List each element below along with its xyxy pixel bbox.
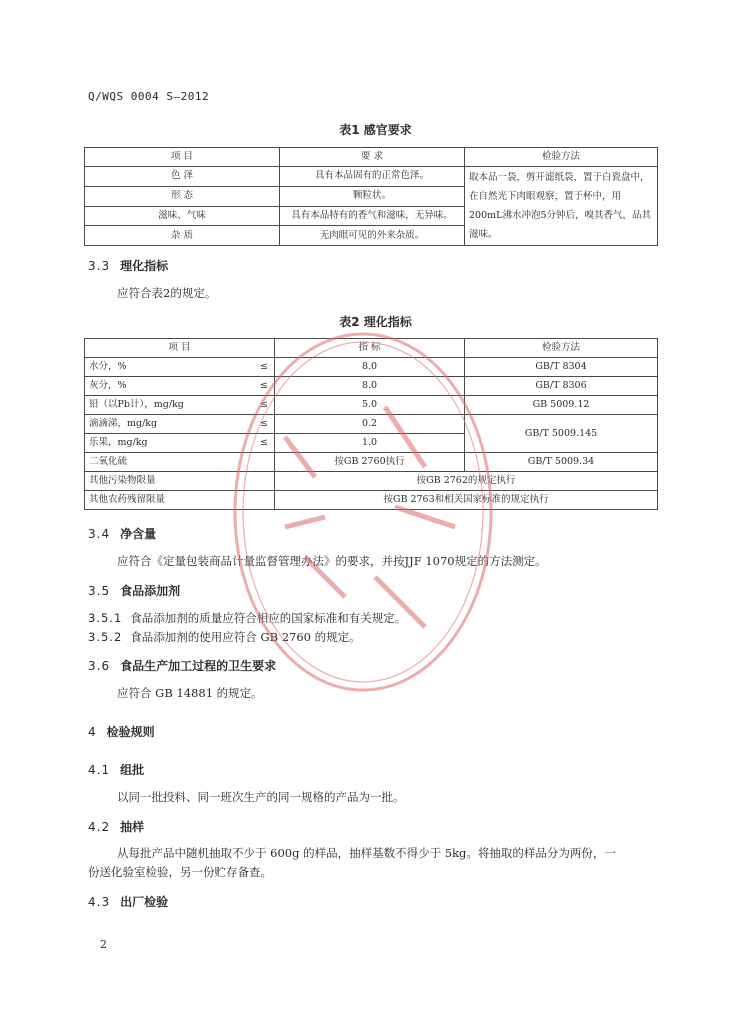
section-3-3-text: 应符合表2的规定。 (117, 286, 217, 300)
section-number: 4.3 (88, 895, 111, 909)
le-sign: ≤ (260, 361, 268, 372)
column-header: 检验方法 (465, 148, 658, 167)
item-cell (85, 396, 275, 415)
item-cell: 杂 质 (85, 226, 280, 246)
item-cell: 其他农药残留限量 (85, 491, 275, 510)
requirement-cell: 无肉眼可见的外来杂质。 (280, 226, 465, 246)
table-row (85, 415, 658, 434)
column-header: 指 标 (275, 339, 465, 358)
section-number: 3.6 (88, 659, 111, 673)
le-sign: ≤ (260, 380, 268, 391)
item-cell: 其他污染物限量 (85, 472, 275, 491)
item-label: 滴滴涕，mg/kg (89, 418, 158, 429)
requirement-cell: 具有本品特有的香气和滋味，无异味。 (280, 206, 465, 226)
table-header-row (85, 148, 658, 167)
value-cell: 8.0 (275, 377, 465, 396)
table-row (85, 491, 658, 510)
section-3-5-heading (88, 582, 180, 599)
section-title: 出厂检验 (120, 895, 169, 909)
value-cell: 5.0 (275, 396, 465, 415)
item-cell: 形 态 (85, 186, 280, 206)
item-label: 铅（以Pb计），mg/kg (89, 399, 184, 410)
section-number: 3.4 (88, 527, 111, 541)
section-4-3-heading (88, 893, 168, 910)
column-header: 项 目 (85, 148, 280, 167)
section-3-4-heading (88, 525, 156, 542)
le-sign: ≤ (260, 399, 268, 410)
method-cell: GB/T 5009.145 (465, 415, 658, 453)
section-text: 食品添加剂的质量应符合相应的国家标准和有关规定。 (130, 611, 407, 625)
physicochemical-table (84, 338, 658, 510)
item-cell: 色 泽 (85, 167, 280, 187)
document-header: Q/WQS 0004 S—2012 (88, 90, 210, 103)
column-header: 检验方法 (465, 339, 658, 358)
section-3-6-text: 应符合 GB 14881 的规定。 (117, 686, 263, 700)
requirement-cell: 颗粒状。 (280, 186, 465, 206)
item-cell (85, 358, 275, 377)
table-row (85, 453, 658, 472)
column-header: 要 求 (280, 148, 465, 167)
item-cell: 滋味、气味 (85, 206, 280, 226)
method-cell: GB/T 8306 (465, 377, 658, 396)
le-sign: ≤ (260, 437, 268, 448)
section-title: 组批 (120, 763, 145, 777)
requirement-cell: 具有本品固有的正常色泽。 (280, 167, 465, 187)
table-header-row (85, 339, 658, 358)
le-sign: ≤ (260, 418, 268, 429)
value-cell: 按GB 2760执行 (275, 453, 465, 472)
table1-caption: 表1 感官要求 (339, 123, 412, 137)
section-4-1-text: 以同一批投料、同一班次生产的同一规格的产品为一批。 (117, 790, 405, 804)
method-cell: GB/T 8304 (465, 358, 658, 377)
section-number: 3.3 (88, 259, 111, 273)
section-number: 3.5 (88, 584, 111, 598)
item-cell (85, 415, 275, 434)
column-header: 项 目 (85, 339, 275, 358)
item-cell (85, 434, 275, 453)
section-title: 净含量 (120, 527, 157, 541)
section-title: 抽样 (120, 820, 145, 834)
method-cell: 取本品一袋，剪开滤纸袋，置于白瓷盘中，在自然光下肉眼观察，置于杯中，用200mL沸水冲泡5分钟后，嗅其香气，品其滋味。 (465, 167, 658, 246)
section-3-3-heading (88, 257, 168, 274)
method-cell: GB 5009.12 (465, 396, 658, 415)
section-4-2-text-line2: 份送化验室检验，另一份贮存备查。 (88, 865, 272, 879)
section-title: 理化指标 (120, 259, 169, 273)
section-4-2-text-line1: 从每批产品中随机抽取不少于 600g 的样品，抽样基数不得少于 5kg。将抽取的样品分为两份，一 (117, 846, 616, 860)
item-cell (85, 453, 275, 472)
table-row (85, 377, 658, 396)
value-cell: 按GB 2762的规定执行 (275, 472, 658, 491)
value-cell: 8.0 (275, 358, 465, 377)
section-title: 食品生产加工过程的卫生要求 (120, 659, 277, 673)
table-row (85, 167, 658, 187)
section-4-1-heading (88, 761, 144, 778)
item-label: 灰分，% (89, 380, 127, 391)
table2-caption: 表2 理化指标 (339, 315, 412, 329)
value-cell: 按GB 2763和相关国家标准的规定执行 (275, 491, 658, 510)
value-cell: 1.0 (275, 434, 465, 453)
section-title: 食品添加剂 (120, 584, 181, 598)
section-number: 3.5.1 (88, 611, 123, 625)
item-label: 乐果，mg/kg (89, 437, 148, 448)
section-3-6-heading (88, 657, 276, 674)
section-3-5-1 (88, 610, 406, 626)
page-number: 2 (100, 938, 107, 951)
table-row (85, 358, 658, 377)
section-number: 4.1 (88, 763, 111, 777)
section-number: 3.5.2 (88, 630, 123, 644)
table-row (85, 472, 658, 491)
item-cell (85, 377, 275, 396)
table-row (85, 396, 658, 415)
section-number: 4 (88, 725, 97, 739)
section-4-heading (88, 723, 155, 740)
value-cell: 0.2 (275, 415, 465, 434)
sensory-table (84, 147, 658, 246)
section-3-5-2 (88, 629, 361, 645)
item-label: 水分，% (89, 361, 127, 372)
section-number: 4.2 (88, 820, 111, 834)
item-label: 二氧化硫 (89, 456, 128, 467)
section-text: 食品添加剂的使用应符合 GB 2760 的规定。 (130, 630, 361, 644)
section-title: 检验规则 (106, 725, 155, 739)
section-3-4-text: 应符合《定量包装商品计量监督管理办法》的要求，并按JJF 1070规定的方法测定。 (117, 554, 547, 568)
section-4-2-heading (88, 818, 144, 835)
method-cell: GB/T 5009.34 (465, 453, 658, 472)
